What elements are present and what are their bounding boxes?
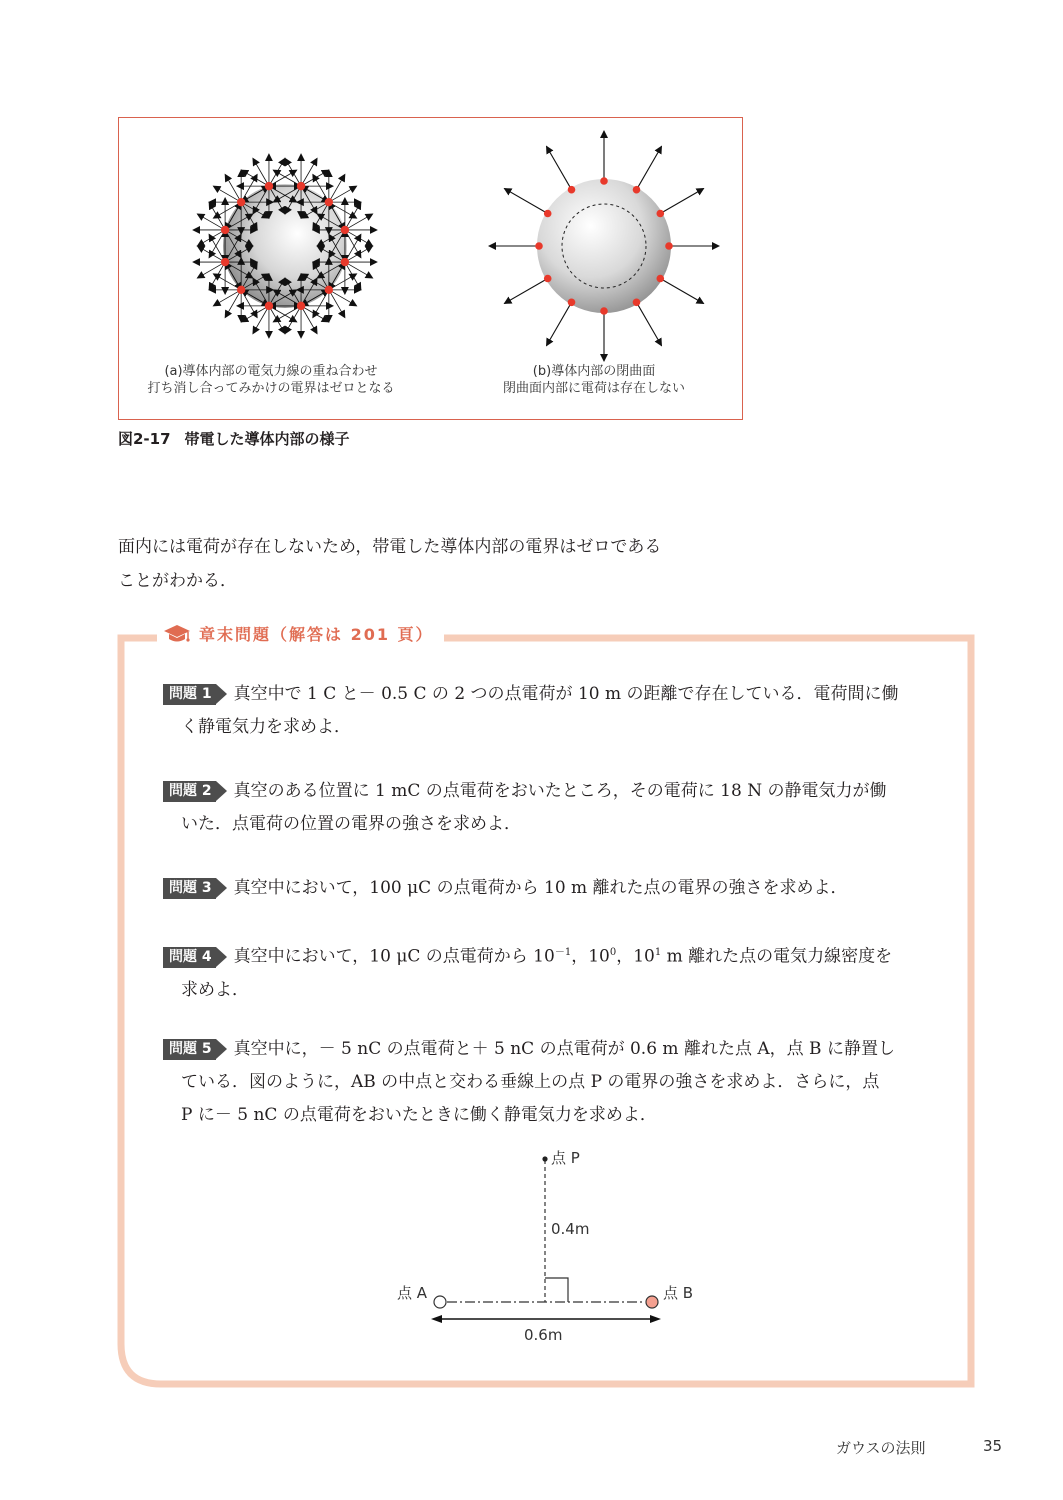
problem-text-a: 真空中において，10 μC の点電荷から 10 <box>233 946 555 967</box>
charge-dot <box>265 302 273 310</box>
problem-tag: 問題 4 <box>163 947 216 968</box>
field-line <box>660 279 703 304</box>
problem-tag: 問題 1 <box>163 684 216 705</box>
exponent: 0 <box>609 947 617 958</box>
problem-tag: 問題 3 <box>163 878 216 899</box>
caption-b <box>444 363 744 397</box>
field-line <box>660 189 703 214</box>
exponent: －1 <box>554 947 572 958</box>
graduation-cap-icon <box>163 624 191 644</box>
charge-dot <box>297 182 305 190</box>
field-line <box>241 170 269 186</box>
figure-title <box>118 428 350 449</box>
problem-4 <box>163 936 933 1007</box>
field-line <box>345 214 373 230</box>
chapter-problems-panel <box>117 625 975 1388</box>
problem-tag: 問題 2 <box>163 781 216 802</box>
charge-dot <box>568 186 576 194</box>
page-number: 35 <box>983 1437 1003 1455</box>
charge-dot <box>665 242 673 250</box>
field-line <box>269 170 297 186</box>
problem-text-cont: く静電気力を求めよ． <box>181 717 351 737</box>
charge-dot <box>237 198 245 206</box>
field-line <box>345 262 373 278</box>
problem-1 <box>163 678 933 744</box>
field-line <box>197 214 225 230</box>
diagram-svg <box>387 1144 687 1344</box>
point-p-dot <box>542 1156 547 1161</box>
arrowhead-right <box>650 1315 661 1323</box>
field-line <box>197 230 225 246</box>
field-line <box>547 302 572 345</box>
right-angle-mark <box>545 1278 568 1302</box>
problem-5 <box>163 1033 933 1132</box>
label-height: 0.4m <box>551 1220 590 1238</box>
field-line <box>285 158 301 186</box>
charge-dot <box>600 307 608 315</box>
problem-3 <box>163 872 933 905</box>
charge-dot <box>325 286 333 294</box>
problem-text-cont: 求めよ． <box>181 979 249 1000</box>
caption-b-line1: (b)導体内部の閉曲面 <box>532 364 656 379</box>
figure-number: 図2-17 <box>118 430 171 448</box>
charge-dot <box>221 226 229 234</box>
field-line <box>301 306 317 334</box>
charge-dot <box>297 302 305 310</box>
problem-text: 真空中で 1 C と－ 0.5 C の 2 つの点電荷が 10 m の距離で存在している．電荷間に働 <box>233 684 899 704</box>
charge-dot <box>325 198 333 206</box>
field-line <box>197 262 225 278</box>
label-width: 0.6m <box>524 1326 563 1344</box>
field-line <box>213 290 241 306</box>
charge-dot <box>341 226 349 234</box>
problem-text: 真空のある位置に 1 mC の点電荷をおいたところ，その電荷に 18 N の静電気力が働 <box>233 781 887 801</box>
field-line <box>637 302 662 345</box>
conductor-sphere-b <box>537 179 671 313</box>
field-line <box>637 146 662 189</box>
arrowhead-left <box>431 1315 442 1323</box>
caption-a-line1: (a)導体内部の電気力線の重ね合わせ <box>164 364 378 379</box>
problem-2 <box>163 775 933 841</box>
figure-title-text: 帯電した導体内部の様子 <box>184 430 350 448</box>
problem-text-cont: ている．図のように，AB の中点と交わる垂線上の点 P の電界の強さを求めよ．さらに，点 <box>181 1072 880 1092</box>
charge-dot <box>656 210 664 218</box>
label-point-b: 点 B <box>663 1284 694 1302</box>
panel-header <box>157 622 444 645</box>
field-line <box>209 234 225 262</box>
problem-text-cont: いた．点電荷の位置の電界の強さを求めよ． <box>181 814 521 834</box>
field-line <box>345 230 373 246</box>
charge-dot <box>656 275 664 283</box>
field-line <box>273 170 301 186</box>
charge-dot <box>568 298 576 306</box>
footer-chapter: ガウスの法則 <box>836 1439 926 1457</box>
field-line <box>504 279 547 304</box>
label-point-a: 点 A <box>397 1284 428 1302</box>
body-line-1: 面内には電荷が存在しないため，帯電した導体内部の電界はゼロである <box>118 537 662 557</box>
label-point-p: 点 P <box>551 1149 580 1167</box>
charge-dot <box>600 177 608 185</box>
section-title: 章末問題（解答は 201 頁） <box>199 625 434 644</box>
field-line <box>504 189 547 214</box>
body-line-2: ことがわかる． <box>118 571 237 591</box>
charge-dot <box>535 242 543 250</box>
field-line <box>329 290 357 306</box>
exponent: 1 <box>654 947 662 958</box>
problem-text-c: ，10 <box>616 946 655 967</box>
figure-box <box>118 117 743 420</box>
field-line <box>329 174 345 202</box>
point-a-marker <box>434 1296 446 1308</box>
point-b-marker <box>646 1296 658 1308</box>
field-line <box>301 158 317 186</box>
charge-dot <box>265 182 273 190</box>
field-line <box>253 306 269 334</box>
caption-a-line2: 打ち消し合ってみかけの電界はゼロとなる <box>147 381 395 396</box>
problem-text-cont: P に－ 5 nC の点電荷をおいたときに働く静電気力を求めよ． <box>181 1105 657 1125</box>
field-line <box>209 262 225 290</box>
charge-dot <box>237 286 245 294</box>
charge-dot <box>544 210 552 218</box>
body-paragraph <box>118 530 878 598</box>
charge-dot <box>633 298 641 306</box>
charge-dot <box>544 275 552 283</box>
problem-5-diagram <box>387 1144 694 1348</box>
charge-dot <box>221 258 229 266</box>
field-line <box>329 290 345 318</box>
caption-a <box>121 363 421 397</box>
problem-text: 真空中において，100 μC の点電荷から 10 m 離れた点の電界の強さを求めよ． <box>233 878 848 898</box>
problem-tag: 問題 5 <box>163 1039 216 1060</box>
field-line <box>269 306 285 334</box>
field-line <box>547 146 572 189</box>
charge-dot <box>341 258 349 266</box>
problem-text-b: ，10 <box>571 946 610 967</box>
problem-text: 真空中に，－ 5 nC の点電荷と＋ 5 nC の点電荷が 0.6 m 離れた点 A，点 B に静置し <box>233 1039 895 1059</box>
problem-text-d: m 離れた点の電気力線密度を <box>661 946 893 967</box>
charge-dot <box>633 186 641 194</box>
field-line <box>253 158 269 186</box>
caption-b-line2: 閉曲面内部に電荷は存在しない <box>502 381 685 396</box>
